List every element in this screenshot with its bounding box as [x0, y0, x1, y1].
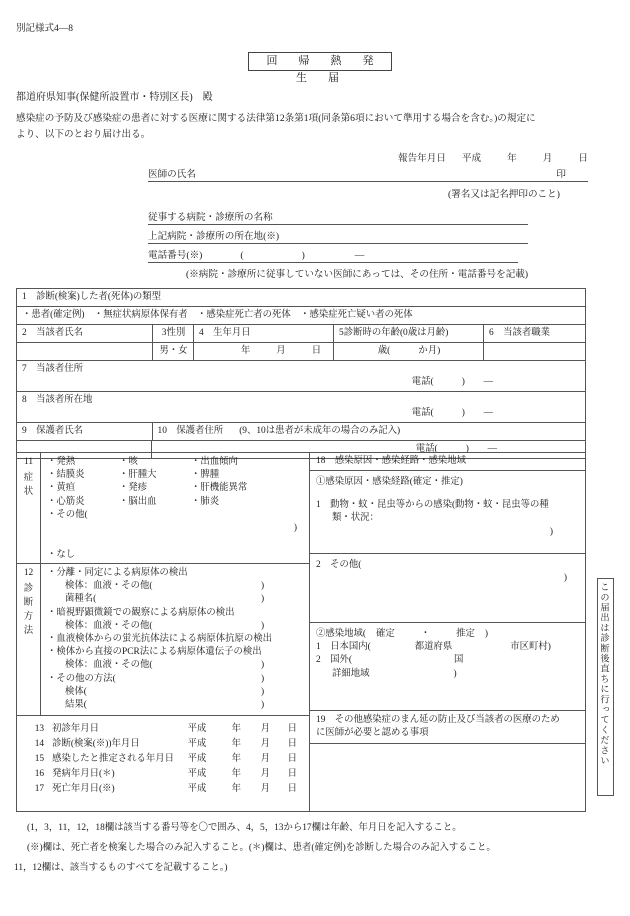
- symptoms-column-1: [47, 456, 119, 509]
- diagnosis-method-item[interactable]: 結果( ): [65, 700, 265, 711]
- other-remarks-header-section: [310, 711, 585, 744]
- clinical-info-table: [16, 452, 586, 812]
- phone-label: 電話番号(※): [148, 250, 203, 261]
- phone-paren-close: ): [301, 250, 305, 261]
- other-remarks-header-line-2: に医師が必要と認める事項: [316, 728, 429, 739]
- dates-body: [17, 716, 309, 801]
- other-remarks-header-line-1: 19 その他感染症のまん延の防止及び当該者の医療のため: [316, 715, 560, 725]
- diagnosis-method-item[interactable]: ・その他の方法( ): [47, 673, 265, 684]
- symptom-item[interactable]: ・心筋炎: [47, 496, 85, 507]
- diagnosis-vertical-label: 診 断 方 法: [23, 584, 34, 636]
- guardian-address-header: [153, 423, 585, 440]
- symptom-item[interactable]: ・咳: [119, 457, 138, 467]
- addressee-line: 都道府県知事(保健所設置市・特別区長) 殿: [16, 92, 213, 103]
- patient-name-header: 2 当該者氏名: [17, 325, 153, 342]
- date-row[interactable]: [17, 752, 305, 767]
- date-year: 年: [231, 784, 242, 794]
- infection-area-title[interactable]: ②感染地域( 確定 ・ 推定 ): [316, 629, 489, 639]
- infection-route-body: [310, 471, 585, 543]
- form-title-box: 回 帰 熱 発 生 届: [248, 52, 392, 71]
- diagnosis-method-item[interactable]: ・暗視野顕微鏡での観察による病原体の検出: [47, 607, 235, 618]
- footer-note-3: 11，12欄は、該当するものすべてを記載すること。): [14, 863, 228, 873]
- phone-number-field[interactable]: [148, 247, 518, 263]
- infection-area-detail[interactable]: 詳細地域 ): [332, 668, 457, 679]
- occupation-input[interactable]: [484, 343, 585, 360]
- date-label: 初診年月日: [52, 724, 99, 734]
- diagnosis-row-number: [17, 564, 41, 715]
- legal-basis-line-2: より、以下のとおり届け出る。: [16, 129, 151, 140]
- diagnosis-number: 12: [23, 568, 34, 578]
- table-row: [17, 325, 585, 343]
- date-month: 月: [260, 724, 270, 734]
- date-era: 平成: [187, 784, 207, 794]
- occupation-header: 6 当該者職業: [489, 328, 550, 338]
- symptom-item[interactable]: ・肝機能異常: [191, 483, 248, 494]
- date-month: 月: [260, 784, 270, 794]
- date-day: 日: [287, 784, 298, 794]
- infection-route-other-body: [310, 554, 585, 589]
- symptom-none[interactable]: ・なし: [47, 550, 76, 561]
- diagnosis-method-item[interactable]: 菌種名( ): [65, 594, 265, 605]
- infection-area-overseas[interactable]: 2 国外( 国: [316, 655, 464, 666]
- diagnosis-method-item[interactable]: 検体：血液・その他( ): [65, 660, 265, 671]
- symptoms-column-2: [119, 456, 191, 509]
- date-month: 月: [260, 754, 270, 764]
- infection-route-other-section: [310, 554, 585, 623]
- diagnosis-method-item[interactable]: ・血液検体からの蛍光抗体法による病原体抗原の検出: [47, 634, 273, 645]
- birth-month-unit: 月: [276, 346, 286, 356]
- patient-address-tel[interactable]: 電話( ) —: [411, 377, 493, 387]
- legal-basis-line-1: 感染症の予防及び感染症の患者に対する医療に関する法律第12条第1項(同条第6項において準用する場合を含む。)の規定に: [16, 113, 536, 124]
- guardian-name-header: 9 保護者氏名: [17, 423, 153, 440]
- date-number: 15: [34, 754, 45, 764]
- date-era: 平成: [187, 724, 207, 734]
- infection-area-domestic[interactable]: 1 日本国内( 都道府県 市区町村): [316, 642, 551, 653]
- age-input[interactable]: 歳( か月): [334, 343, 484, 360]
- table-row: [17, 289, 585, 307]
- date-label: 発病年月日(＊): [52, 769, 115, 779]
- patient-location-cell[interactable]: [17, 392, 585, 422]
- date-number: 16: [34, 769, 45, 779]
- diagnosis-body: [41, 564, 309, 715]
- footer-note-1: (1，3，11，12，18欄は該当する番号等を〇で囲み、4，5，13から17欄は年齢、年月日を記入すること。: [27, 823, 462, 833]
- footer-note-2: (※)欄は、死亡者を検案した場合のみ記入すること。(＊)欄は、患者(確定例)を診断した場合のみ記入すること。: [27, 843, 496, 853]
- symptoms-column-3: [191, 456, 247, 509]
- right-column: [310, 453, 585, 811]
- diagnosis-method-item[interactable]: 検体：血液・その他( ): [65, 620, 265, 631]
- urgent-submission-note: この届出は診断後直ちに行ってください: [597, 578, 614, 796]
- birthdate-header: 4 生年月日: [194, 325, 334, 342]
- doctor-name-field[interactable]: [148, 166, 588, 182]
- infection-route-section: [310, 471, 585, 554]
- date-day: 日: [287, 724, 298, 734]
- sex-header: 3性別: [153, 325, 194, 342]
- diagnosis-method-section: [17, 564, 309, 716]
- report-date-label: 報告年月日: [398, 153, 446, 164]
- hospital-address-label: 上記病院・診療所の所在地(※): [148, 231, 280, 242]
- seal-mark: 印: [556, 169, 566, 180]
- infection-route-option-1-close: ): [549, 526, 553, 537]
- date-label: 診断(検案(※))年月日: [52, 739, 140, 749]
- table-row: [17, 307, 585, 325]
- symptom-other-label[interactable]: ・その他(: [47, 509, 88, 520]
- phone-paren-open: (: [240, 250, 244, 261]
- symptom-item[interactable]: ・肺炎: [191, 496, 220, 507]
- birth-day-unit: 日: [311, 346, 322, 356]
- date-year: 年: [231, 724, 242, 734]
- report-date-month: 月: [542, 153, 553, 164]
- infection-route-option-1-cont[interactable]: 類・状況：: [332, 513, 379, 524]
- symptom-item[interactable]: ・発熱: [47, 457, 76, 467]
- date-label: 死亡年月日(※): [52, 784, 115, 794]
- report-date-day: 日: [578, 153, 588, 164]
- symptoms-section: [17, 453, 309, 564]
- patient-address-cell[interactable]: [17, 361, 585, 391]
- symptom-item[interactable]: ・発疹: [119, 483, 148, 494]
- infection-route-option-2[interactable]: 2 その他(: [316, 560, 362, 570]
- symptom-item[interactable]: ・脾腫: [191, 470, 220, 481]
- diagnosis-method-item[interactable]: 検体( ): [65, 686, 265, 697]
- left-column: [17, 453, 310, 811]
- area-estimated-option[interactable]: 推定: [456, 629, 475, 639]
- report-date-era: 平成: [461, 153, 482, 164]
- date-number: 17: [34, 784, 45, 794]
- date-era: 平成: [187, 769, 207, 779]
- patient-location-label: 8 当該者所在地: [22, 395, 93, 405]
- date-label: 感染したと推定される年月日: [52, 754, 174, 764]
- table-row: [17, 392, 585, 423]
- date-day: 日: [287, 769, 298, 779]
- other-remarks-input[interactable]: [310, 744, 585, 829]
- date-year: 年: [231, 769, 242, 779]
- guardian-address-label: 10 保護者住所: [157, 426, 224, 436]
- date-row[interactable]: [17, 767, 305, 782]
- dates-section: [17, 716, 309, 811]
- infection-route-title[interactable]: ①感染原因・感染経路(確定・推定): [316, 477, 463, 487]
- symptom-item[interactable]: ・肝腫大: [119, 470, 157, 481]
- guardian-note: (9、10は患者が未成年の場合のみ記入): [239, 426, 401, 436]
- patient-address-label: 7 当該者住所: [22, 364, 83, 374]
- hospital-name-label: 従事する病院・診療所の名称: [148, 212, 273, 223]
- other-remarks-header: [310, 711, 585, 744]
- symptoms-row-number: [17, 453, 41, 563]
- patient-name-input[interactable]: [17, 343, 153, 360]
- age-header: 5診断時の年齢(0歳は月齢): [334, 325, 484, 342]
- infection-route-option-2-close: ): [563, 573, 567, 584]
- birth-year-unit: 年: [240, 346, 251, 356]
- symptom-item[interactable]: ・結膜炎: [47, 470, 85, 481]
- date-month: 月: [260, 739, 270, 749]
- infection-area-body: [310, 623, 585, 685]
- date-era: 平成: [187, 739, 207, 749]
- report-date-year: 年: [507, 153, 517, 164]
- date-row[interactable]: [17, 722, 305, 737]
- phone-dash: —: [354, 250, 365, 261]
- form-code-label: 別記様式4—8: [16, 24, 74, 34]
- date-era: 平成: [187, 754, 207, 764]
- area-confirmed-option[interactable]: 確定: [376, 629, 395, 639]
- doctor-name-label: 医師の氏名: [148, 169, 196, 180]
- symptoms-number: 11: [23, 457, 34, 467]
- type-options-cell[interactable]: ・患者(確定例) ・無症状病原体保有者 ・感染症死亡者の死体 ・感染症死亡疑い者の死体: [22, 310, 413, 320]
- date-year: 年: [231, 754, 242, 764]
- symptom-item[interactable]: ・出血傾向: [191, 457, 238, 467]
- infection-area-section: [310, 623, 585, 711]
- diagnosis-method-item[interactable]: ・分離・同定による病原体の検出: [47, 568, 188, 578]
- type-header-cell: 1 診断(検案)した者(死体)の類型: [22, 292, 162, 302]
- date-number: 13: [34, 724, 45, 734]
- table-row: [17, 343, 585, 361]
- symptoms-vertical-label: 症 状: [23, 473, 34, 497]
- symptom-item[interactable]: ・脳出血: [119, 496, 157, 507]
- date-day: 日: [287, 754, 298, 764]
- infection-source-header: 18 感染原因・感染経路・感染地域: [310, 453, 585, 471]
- patient-info-table: [16, 288, 586, 459]
- date-month: 月: [260, 769, 270, 779]
- diagnosis-method-item[interactable]: 検体：血液・その他( ): [65, 581, 265, 592]
- symptom-other-close: ): [293, 523, 297, 534]
- hospital-address-field[interactable]: [148, 228, 528, 244]
- guardian-address-tel[interactable]: 電話( ) —: [415, 444, 497, 454]
- patient-location-tel[interactable]: 電話( ) —: [411, 408, 493, 418]
- date-day: 日: [287, 739, 298, 749]
- phone-note: (※病院・診療所に従事していない医師にあっては、その住所・電話番号を記載): [186, 269, 529, 280]
- date-row[interactable]: [17, 737, 305, 752]
- hospital-name-field[interactable]: [148, 209, 528, 225]
- sex-options[interactable]: 男・女: [153, 343, 194, 360]
- symptoms-body: [41, 453, 309, 565]
- symptom-item[interactable]: ・黄疸: [47, 483, 76, 494]
- report-date-row: [398, 150, 588, 164]
- date-number: 14: [34, 739, 45, 749]
- signature-note: (署名又は記名押印のこと): [448, 189, 560, 200]
- table-row: [17, 361, 585, 392]
- table-row: [17, 423, 585, 441]
- date-year: 年: [231, 739, 242, 749]
- birthdate-input[interactable]: [194, 343, 334, 360]
- date-row[interactable]: [17, 782, 305, 797]
- diagnosis-method-item[interactable]: ・検体から直接のPCR法による病原体遺伝子の検出: [47, 647, 262, 658]
- infection-route-option-1[interactable]: 1 動物・蚊・昆虫等からの感染(動物・蚊・昆虫等の種: [316, 500, 549, 511]
- symptoms-grid: [47, 456, 305, 509]
